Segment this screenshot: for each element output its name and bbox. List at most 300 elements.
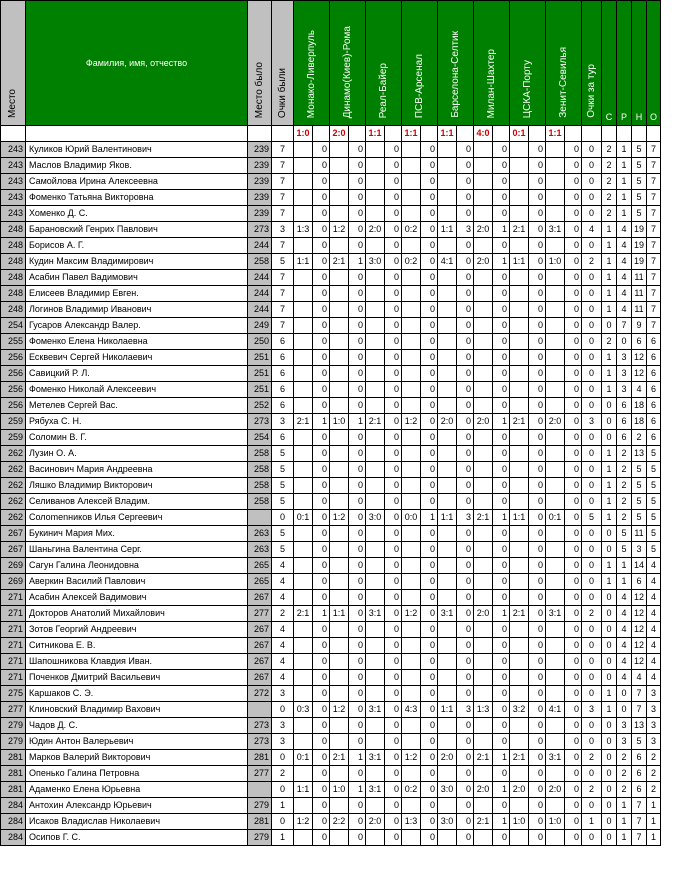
prediction-cell	[366, 238, 385, 254]
name-cell: Солоmenников Илья Сергеевич	[26, 510, 248, 526]
prev-points-cell: 3	[272, 686, 294, 702]
n-cell: 13	[632, 718, 647, 734]
prediction-cell: 2:0	[510, 782, 529, 798]
prediction-cell	[546, 638, 565, 654]
prediction-cell	[294, 462, 313, 478]
match-points-cell: 0	[457, 558, 474, 574]
prediction-cell	[402, 830, 421, 846]
place-cell: 269	[1, 574, 26, 590]
prediction-cell	[366, 366, 385, 382]
s-cell: 0	[602, 654, 617, 670]
match-points-cell: 0	[313, 302, 330, 318]
o-cell: 6	[647, 430, 661, 446]
n-cell: 19	[632, 222, 647, 238]
match-points-cell: 0	[529, 702, 546, 718]
match-points-cell: 0	[385, 574, 402, 590]
o-cell: 7	[647, 270, 661, 286]
prediction-cell	[330, 190, 349, 206]
match-points-cell: 0	[421, 366, 438, 382]
prediction-cell	[402, 286, 421, 302]
table-row	[1, 782, 661, 798]
prediction-cell	[294, 574, 313, 590]
prediction-cell	[402, 734, 421, 750]
prediction-cell	[330, 830, 349, 846]
match-points-cell: 0	[457, 254, 474, 270]
result-3: 1:1	[366, 126, 385, 142]
match-points-cell: 0	[313, 142, 330, 158]
prev-points-cell: 3	[272, 718, 294, 734]
prediction-cell: 2:0	[474, 782, 493, 798]
prediction-cell	[294, 430, 313, 446]
match-points-cell: 0	[529, 158, 546, 174]
prediction-cell: 2:0	[474, 606, 493, 622]
r-cell: 4	[617, 606, 632, 622]
prediction-cell: 2:1	[510, 414, 529, 430]
prediction-cell	[330, 142, 349, 158]
match-points-cell: 1	[493, 782, 510, 798]
match-points-cell: 0	[421, 702, 438, 718]
o-cell: 5	[647, 510, 661, 526]
table-row	[1, 670, 661, 686]
table-row	[1, 734, 661, 750]
match-points-cell: 0	[529, 302, 546, 318]
name-cell: Шапошникова Клавдия Иван.	[26, 654, 248, 670]
prediction-cell	[366, 830, 385, 846]
match-points-cell: 3	[457, 702, 474, 718]
match-points-cell: 0	[529, 270, 546, 286]
match-points-cell: 0	[385, 606, 402, 622]
match-points-cell: 0	[349, 142, 366, 158]
match-points-cell: 0	[493, 462, 510, 478]
match-points-cell: 0	[313, 366, 330, 382]
match-points-cell: 0	[493, 142, 510, 158]
match-points-cell: 0	[493, 398, 510, 414]
prev-points-cell: 7	[272, 238, 294, 254]
match-points-cell: 0	[385, 638, 402, 654]
prediction-cell: 4:1	[438, 254, 457, 270]
prediction-cell	[546, 190, 565, 206]
o-cell: 6	[647, 398, 661, 414]
name-cell: Каршаков С. Э.	[26, 686, 248, 702]
prev-points-cell: 3	[272, 414, 294, 430]
round-points-cell: 0	[582, 686, 602, 702]
round-points-cell: 0	[582, 574, 602, 590]
prev-place-cell: 251	[248, 382, 272, 398]
match-points-cell: 0	[529, 622, 546, 638]
match-header-1: Монако-Ливерпуль	[294, 1, 330, 126]
r-cell: 4	[617, 654, 632, 670]
o-cell: 5	[647, 446, 661, 462]
round-points-cell: 0	[582, 622, 602, 638]
prediction-cell	[366, 734, 385, 750]
s-cell: 0	[602, 622, 617, 638]
match-points-cell: 0	[457, 142, 474, 158]
o-cell: 3	[647, 734, 661, 750]
name-cell: Барановский Генрих Павлович	[26, 222, 248, 238]
prev-points-cell: 6	[272, 366, 294, 382]
match-points-cell: 0	[493, 478, 510, 494]
match-points-cell: 0	[313, 766, 330, 782]
prediction-cell	[366, 206, 385, 222]
prediction-cell	[366, 542, 385, 558]
match-points-cell: 0	[421, 430, 438, 446]
prediction-cell	[402, 270, 421, 286]
match-points-cell: 0	[529, 782, 546, 798]
match-points-cell: 0	[421, 574, 438, 590]
prediction-cell	[402, 190, 421, 206]
prediction-cell	[330, 398, 349, 414]
prediction-cell	[366, 718, 385, 734]
prediction-cell	[510, 558, 529, 574]
prev-place-cell: 252	[248, 398, 272, 414]
match-points-cell: 0	[421, 734, 438, 750]
match-points-cell: 0	[313, 318, 330, 334]
prev-points-cell: 4	[272, 654, 294, 670]
prediction-cell	[474, 494, 493, 510]
prediction-cell	[546, 590, 565, 606]
match-points-cell: 0	[385, 686, 402, 702]
round-points-cell: 0	[582, 142, 602, 158]
prediction-cell	[546, 430, 565, 446]
prediction-cell	[330, 654, 349, 670]
r-cell: 4	[617, 590, 632, 606]
prediction-cell	[438, 462, 457, 478]
round-points-cell: 0	[582, 654, 602, 670]
match-points-cell: 0	[529, 430, 546, 446]
match-points-cell: 0	[493, 286, 510, 302]
match-points-cell: 0	[421, 142, 438, 158]
match-points-cell: 0	[349, 366, 366, 382]
match-points-cell: 0	[313, 462, 330, 478]
match-points-cell: 0	[313, 574, 330, 590]
match-points-cell: 0	[565, 254, 582, 270]
match-points-cell: 0	[529, 222, 546, 238]
match-points-cell: 0	[349, 590, 366, 606]
table-row	[1, 206, 661, 222]
match-points-cell: 0	[349, 798, 366, 814]
r-cell: 1	[617, 558, 632, 574]
prev-place-cell: 251	[248, 350, 272, 366]
match-points-cell: 0	[457, 286, 474, 302]
match-points-cell: 0	[349, 606, 366, 622]
s-header: С	[602, 1, 617, 126]
r-cell: 2	[617, 478, 632, 494]
place-cell: 271	[1, 654, 26, 670]
prediction-cell	[510, 430, 529, 446]
prediction-cell	[438, 830, 457, 846]
match-points-cell: 0	[421, 414, 438, 430]
match-points-cell: 0	[529, 382, 546, 398]
match-points-cell: 0	[529, 590, 546, 606]
round-points-cell: 0	[582, 462, 602, 478]
match-points-cell: 0	[313, 558, 330, 574]
prediction-cell	[330, 462, 349, 478]
prev-points-cell: 6	[272, 430, 294, 446]
round-points-cell: 2	[582, 254, 602, 270]
match-points-cell: 0	[457, 782, 474, 798]
match-points-cell: 0	[565, 366, 582, 382]
match-points-cell: 0	[565, 734, 582, 750]
match-points-cell: 0	[529, 414, 546, 430]
table-row	[1, 814, 661, 830]
match-points-cell: 0	[457, 766, 474, 782]
match-points-cell: 0	[529, 142, 546, 158]
match-points-cell: 0	[565, 190, 582, 206]
match-points-cell: 0	[313, 190, 330, 206]
prev-points-cell: 5	[272, 446, 294, 462]
match-points-cell: 0	[529, 334, 546, 350]
prediction-cell	[546, 302, 565, 318]
n-cell: 4	[632, 670, 647, 686]
place-cell: 279	[1, 718, 26, 734]
n-cell: 7	[632, 814, 647, 830]
match-points-cell: 0	[565, 830, 582, 846]
prediction-cell	[366, 382, 385, 398]
prediction-cell	[510, 318, 529, 334]
prediction-cell	[438, 478, 457, 494]
prediction-cell	[294, 350, 313, 366]
prev-place-cell: 265	[248, 574, 272, 590]
r-cell: 1	[617, 190, 632, 206]
match-points-cell: 0	[457, 686, 474, 702]
match-points-cell: 0	[529, 318, 546, 334]
prediction-cell	[330, 430, 349, 446]
n-cell: 2	[632, 430, 647, 446]
match-points-cell: 0	[565, 526, 582, 542]
prediction-cell	[546, 718, 565, 734]
prev-points-cell: 4	[272, 558, 294, 574]
prediction-cell	[438, 270, 457, 286]
n-cell: 11	[632, 270, 647, 286]
name-cell: Докторов Анатолий Михайлович	[26, 606, 248, 622]
match-points-cell: 0	[385, 206, 402, 222]
match-points-cell: 0	[349, 542, 366, 558]
match-points-cell: 0	[493, 670, 510, 686]
r-cell: 0	[617, 334, 632, 350]
match-points-cell: 0	[385, 718, 402, 734]
prev-points-cell: 7	[272, 206, 294, 222]
prev-points-cell: 7	[272, 286, 294, 302]
n-cell: 19	[632, 254, 647, 270]
prev-points-cell: 1	[272, 830, 294, 846]
table-row	[1, 718, 661, 734]
place-cell: 271	[1, 590, 26, 606]
match-header-5: Барселона-Селтик	[438, 1, 474, 126]
prediction-cell	[294, 734, 313, 750]
s-cell: 1	[602, 558, 617, 574]
match-points-cell: 3	[457, 222, 474, 238]
prediction-cell	[546, 478, 565, 494]
prediction-cell	[402, 654, 421, 670]
n-cell: 12	[632, 622, 647, 638]
match-points-cell: 0	[493, 654, 510, 670]
prediction-cell	[438, 318, 457, 334]
prediction-cell	[546, 382, 565, 398]
match-points-cell: 0	[349, 238, 366, 254]
r-cell: 4	[617, 286, 632, 302]
prediction-cell	[510, 574, 529, 590]
prediction-cell	[402, 478, 421, 494]
match-points-cell: 0	[385, 542, 402, 558]
r-cell: 1	[617, 798, 632, 814]
match-points-cell: 0	[493, 638, 510, 654]
match-points-cell: 0	[565, 494, 582, 510]
prev-points-cell: 2	[272, 606, 294, 622]
s-cell: 0	[602, 670, 617, 686]
match-points-cell: 0	[421, 206, 438, 222]
prediction-cell	[294, 206, 313, 222]
prediction-cell	[402, 638, 421, 654]
prediction-cell	[294, 302, 313, 318]
match-points-cell: 0	[529, 238, 546, 254]
match-points-cell: 0	[349, 734, 366, 750]
prediction-cell	[510, 286, 529, 302]
n-header: Н	[632, 1, 647, 126]
o-cell: 7	[647, 190, 661, 206]
prediction-cell	[438, 446, 457, 462]
s-cell: 0	[602, 798, 617, 814]
prediction-cell	[510, 206, 529, 222]
prediction-cell: 1:1	[438, 702, 457, 718]
prediction-cell	[402, 494, 421, 510]
prediction-cell: 1:2	[402, 414, 421, 430]
match-points-cell: 0	[313, 206, 330, 222]
prediction-cell	[366, 462, 385, 478]
prediction-cell	[438, 142, 457, 158]
place-cell: 269	[1, 558, 26, 574]
o-cell: 4	[647, 654, 661, 670]
match-points-cell: 1	[421, 510, 438, 526]
match-points-cell: 0	[313, 286, 330, 302]
name-cell: Куликов Юрий Валентинович	[26, 142, 248, 158]
prediction-cell	[474, 718, 493, 734]
prediction-cell	[294, 398, 313, 414]
prediction-cell: 4:3	[402, 702, 421, 718]
prediction-cell	[402, 446, 421, 462]
match-points-cell: 0	[493, 686, 510, 702]
match-points-cell: 0	[313, 638, 330, 654]
match-points-cell: 0	[385, 190, 402, 206]
prev-points-cell: 5	[272, 494, 294, 510]
round-points-cell: 0	[582, 350, 602, 366]
match-points-cell: 0	[529, 190, 546, 206]
prev-points-cell: 5	[272, 462, 294, 478]
match-points-cell: 0	[457, 462, 474, 478]
prediction-cell	[438, 798, 457, 814]
r-cell: 4	[617, 238, 632, 254]
table-row	[1, 478, 661, 494]
prediction-cell	[366, 526, 385, 542]
prediction-cell	[474, 638, 493, 654]
prediction-cell	[366, 174, 385, 190]
match-points-cell: 0	[529, 446, 546, 462]
o-header: О	[647, 1, 661, 126]
prediction-cell	[330, 638, 349, 654]
place-cell: 281	[1, 766, 26, 782]
prediction-cell	[294, 622, 313, 638]
prediction-cell	[438, 382, 457, 398]
prediction-cell	[366, 350, 385, 366]
n-cell: 7	[632, 798, 647, 814]
s-cell: 0	[602, 638, 617, 654]
place-cell: 267	[1, 526, 26, 542]
n-cell: 5	[632, 158, 647, 174]
prediction-cell	[330, 318, 349, 334]
table-row	[1, 174, 661, 190]
match-points-cell: 0	[313, 734, 330, 750]
match-points-cell: 0	[349, 222, 366, 238]
prediction-cell	[474, 190, 493, 206]
round-points-cell: 5	[582, 510, 602, 526]
o-cell: 3	[647, 686, 661, 702]
place-cell: 248	[1, 302, 26, 318]
match-points-cell: 0	[529, 766, 546, 782]
prediction-cell: 2:0	[366, 222, 385, 238]
name-cell: Соломин В. Г.	[26, 430, 248, 446]
match-points-cell: 0	[493, 830, 510, 846]
n-cell: 12	[632, 366, 647, 382]
result-6: 4:0	[474, 126, 493, 142]
r-cell: 4	[617, 222, 632, 238]
prediction-cell	[402, 430, 421, 446]
prediction-cell	[294, 830, 313, 846]
match-points-cell: 0	[385, 622, 402, 638]
match-points-cell: 0	[457, 190, 474, 206]
prediction-cell: 3:1	[546, 750, 565, 766]
prediction-cell	[294, 590, 313, 606]
prev-place-cell: 267	[248, 622, 272, 638]
prediction-cell	[474, 542, 493, 558]
place-cell: 259	[1, 430, 26, 446]
prediction-cell	[366, 446, 385, 462]
table-row	[1, 430, 661, 446]
n-cell: 4	[632, 382, 647, 398]
match-points-cell: 0	[457, 542, 474, 558]
prediction-cell	[510, 190, 529, 206]
o-cell: 2	[647, 766, 661, 782]
prediction-cell	[402, 174, 421, 190]
prediction-cell	[510, 302, 529, 318]
prediction-cell	[546, 366, 565, 382]
prediction-cell	[546, 686, 565, 702]
result-5: 1:1	[438, 126, 457, 142]
prediction-cell	[438, 670, 457, 686]
s-cell: 1	[602, 238, 617, 254]
match-points-cell: 0	[421, 222, 438, 238]
prev-points-cell: 4	[272, 590, 294, 606]
prev-points-cell: 7	[272, 158, 294, 174]
match-points-cell: 0	[457, 814, 474, 830]
name-cell: Опенько Галина Петровна	[26, 766, 248, 782]
match-points-cell: 0	[529, 798, 546, 814]
o-cell: 5	[647, 526, 661, 542]
round-points-cell: 4	[582, 222, 602, 238]
table-row	[1, 686, 661, 702]
prediction-cell: 1:2	[402, 606, 421, 622]
prediction-cell: 1:1	[510, 254, 529, 270]
n-cell: 12	[632, 638, 647, 654]
o-cell: 4	[647, 670, 661, 686]
prev-place-cell	[248, 510, 272, 526]
round-points-cell: 0	[582, 430, 602, 446]
s-cell: 1	[602, 702, 617, 718]
match-points-cell: 0	[349, 686, 366, 702]
match-points-cell: 0	[313, 718, 330, 734]
match-points-cell: 0	[313, 398, 330, 414]
o-cell: 3	[647, 702, 661, 718]
n-cell: 5	[632, 174, 647, 190]
prediction-cell: 3:0	[366, 510, 385, 526]
